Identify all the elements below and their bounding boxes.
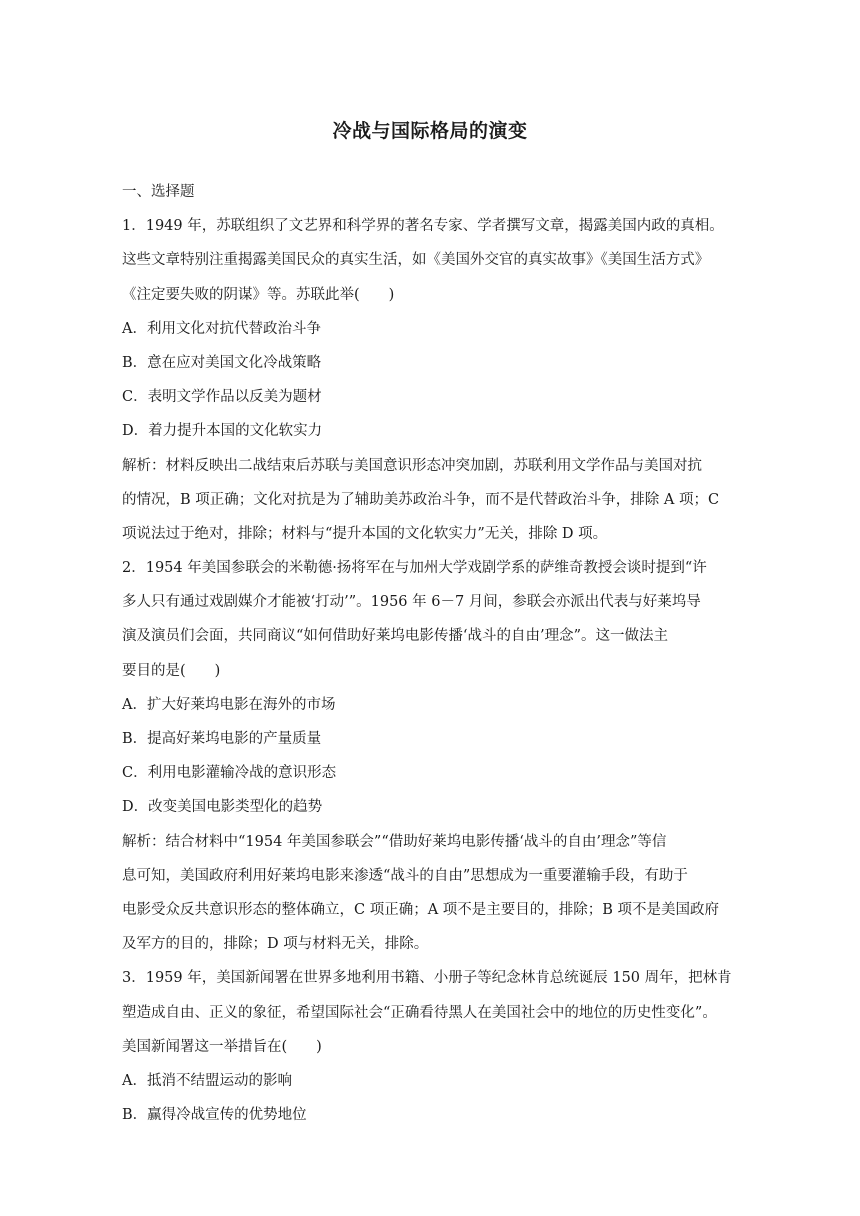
analysis-line: 及军方的目的，排除；D 项与材料无关，排除。 xyxy=(122,936,429,953)
analysis-line: 息可知，美国政府利用好莱坞电影来渗透“战斗的自由”思想成为一重要灌输手段，有助于 xyxy=(122,867,688,884)
question-stem-line: 要目的是( ) xyxy=(122,662,221,679)
question-stem-line: 2．1954 年美国参联会的米勒德·扬将军在与加州大学戏剧学系的萨维奇教授会谈时提到“许 xyxy=(122,560,707,577)
option-a: A．利用文化对抗代替政治斗争 xyxy=(122,320,321,337)
option-a: A．扩大好莱坞电影在海外的市场 xyxy=(122,696,336,713)
option-b: B．意在应对美国文化冷战策略 xyxy=(122,354,322,371)
question-2 xyxy=(122,551,782,961)
option-a: A．抵消不结盟运动的影响 xyxy=(122,1072,292,1089)
option-b: B．赢得冷战宣传的优势地位 xyxy=(122,1107,307,1124)
option-c: C．表明文学作品以反美为题材 xyxy=(122,389,322,406)
question-stem-line: 1．1949 年，苏联组织了文艺界和科学界的著名专家、学者撰写文章，揭露美国内政的真相。 xyxy=(122,218,724,235)
question-stem-line: 《注定要失败的阴谋》等。苏联此举( ) xyxy=(122,286,395,303)
document-body xyxy=(122,175,782,1132)
analysis-line: 电影受众反共意识形态的整体确立，C 项正确；A 项不是主要目的，排除；B 项不是美国政府 xyxy=(122,901,720,918)
question-stem-line: 美国新闻署这一举措旨在( ) xyxy=(122,1038,322,1055)
question-stem-line: 多人只有通过戏剧媒介才能被‘打动’”。1956 年 6－7 月间，参联会亦派出代表与好莱坞导 xyxy=(122,594,701,611)
question-stem-line: 这些文章特别注重揭露美国民众的真实生活，如《美国外交官的真实故事》《美国生活方式》 xyxy=(122,252,710,269)
analysis-line: 的情况，B 项正确；文化对抗是为了辅助美苏政治斗争，而不是代替政治斗争，排除 A 项；C xyxy=(122,491,720,508)
option-d: D．着力提升本国的文化软实力 xyxy=(122,423,323,440)
analysis-line: 项说法过于绝对，排除；材料与“提升本国的文化软实力”无关，排除 D 项。 xyxy=(122,525,608,542)
section-heading: 一、选择题 xyxy=(122,184,195,200)
document-title: 冷战与国际格局的演变 xyxy=(332,120,528,142)
question-1 xyxy=(122,209,782,551)
option-c: C．利用电影灌输冷战的意识形态 xyxy=(122,765,337,782)
question-stem-line: 3．1959 年，美国新闻署在世界多地利用书籍、小册子等纪念林肯总统诞辰 150 周年，把林肯 xyxy=(122,970,732,987)
question-3 xyxy=(122,961,782,1132)
option-b: B．提高好莱坞电影的产量质量 xyxy=(122,731,322,747)
question-stem-line: 塑造成自由、正义的象征，希望国际社会“正确看待黑人在美国社会中的地位的历史性变化”。 xyxy=(122,1004,717,1021)
option-d: D．改变美国电影类型化的趋势 xyxy=(122,799,323,816)
question-stem-line: 演及演员们会面，共同商议“如何借助好莱坞电影传播‘战斗的自由’理念”。这一做法主 xyxy=(122,628,669,645)
analysis-line: 解析：材料反映出二战结束后苏联与美国意识形态冲突加剧，苏联利用文学作品与美国对抗 xyxy=(122,457,702,474)
analysis-line: 解析：结合材料中“1954 年美国参联会”“借助好莱坞电影传播‘战斗的自由’理念”等信 xyxy=(122,833,667,850)
